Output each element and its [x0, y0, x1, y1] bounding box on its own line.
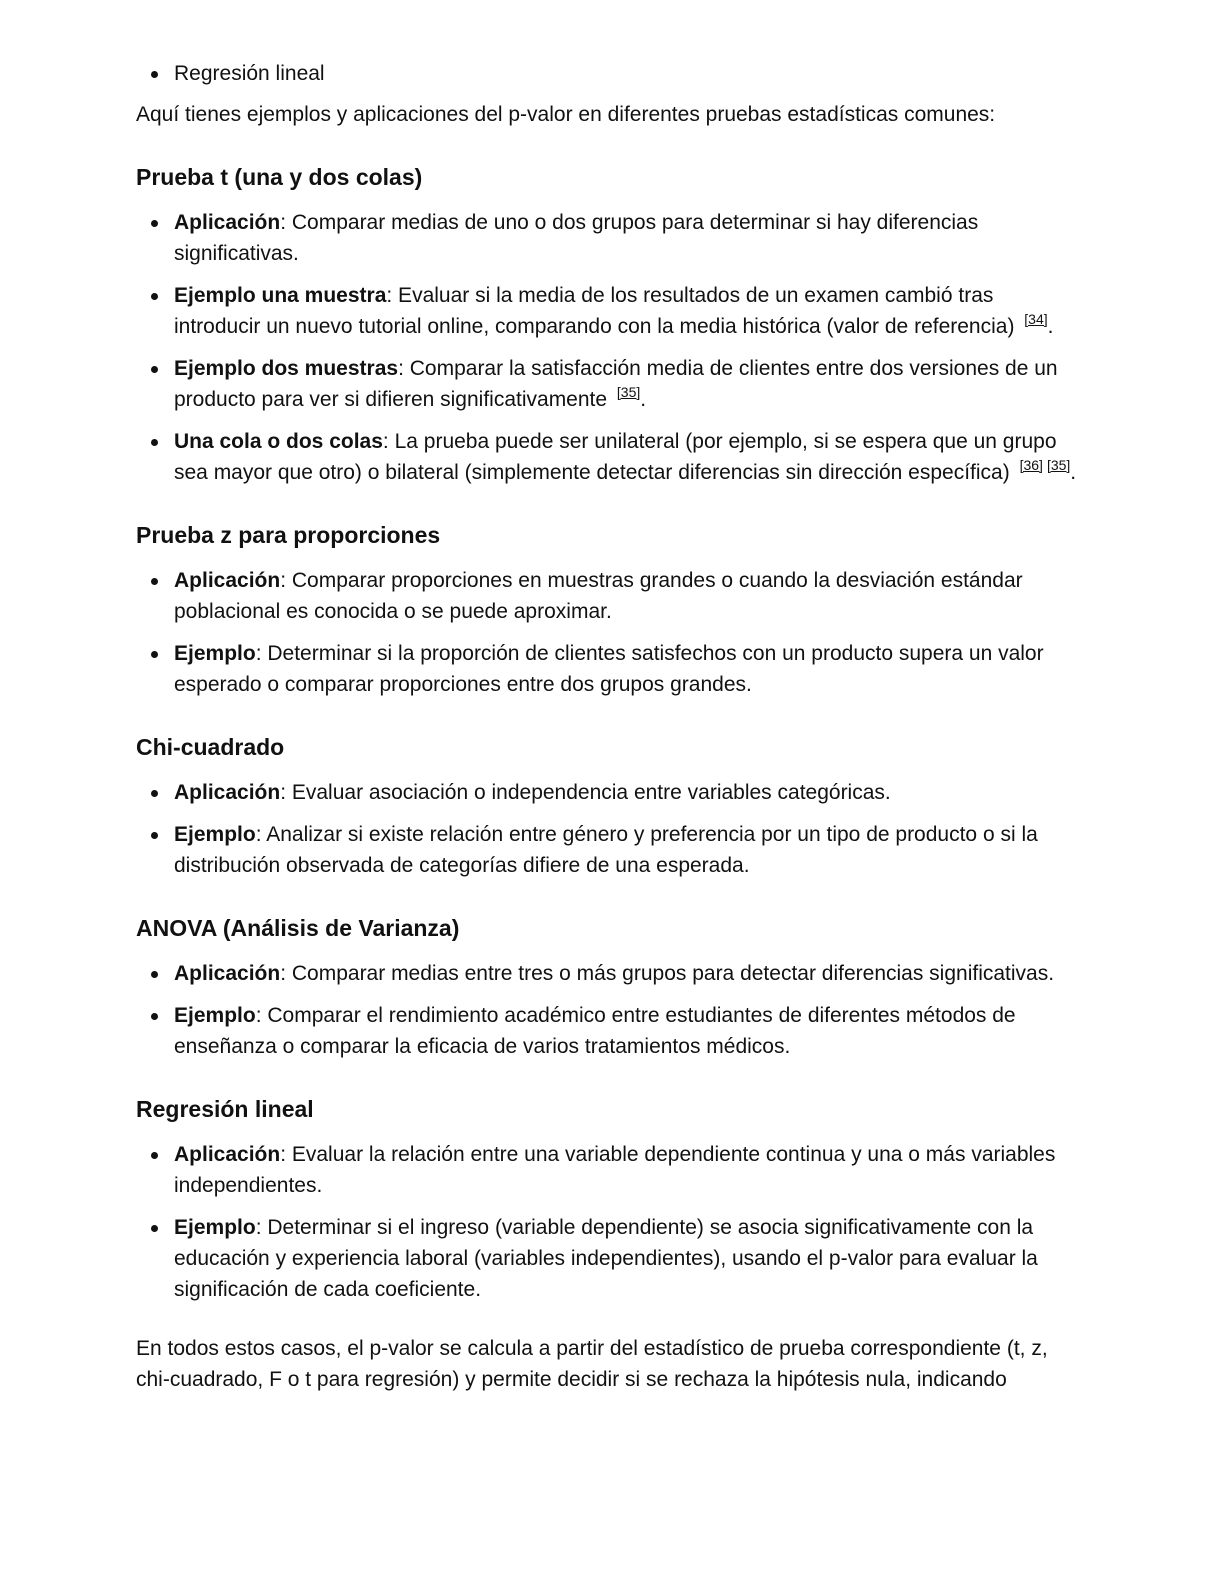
item-label: Aplicación	[174, 211, 281, 234]
citation-link[interactable]: [35]	[1046, 457, 1071, 473]
list-item	[136, 819, 1080, 881]
item-text: : Determinar si el ingreso (variable dependiente) se asocia significativamente con la educación y experiencia laboral (variables independientes), usando el p-valor para evaluar la significación de cada coeficiente.	[174, 1216, 1038, 1301]
closing-paragraph: En todos estos casos, el p-valor se calcula a partir del estadístico de prueba correspondiente (t, z, chi-cuadrado, F o t para regresión) y permite decidir si se rechaza la hipótesis nula, indicando	[136, 1337, 1048, 1391]
list-item	[136, 958, 1080, 989]
item-text: : La prueba puede ser unilateral (por ejemplo, si se espera que un grupo sea mayor que otro) o bilateral (simplemente detectar diferencias sin dirección específica)	[174, 430, 1057, 484]
list-item	[136, 638, 1080, 700]
item-label: Ejemplo	[174, 1004, 256, 1027]
item-label: Ejemplo	[174, 823, 256, 846]
list-item	[136, 777, 1080, 808]
item-text: : Comparar proporciones en muestras grandes o cuando la desviación estándar poblacional es conocida o se puede aproximar.	[174, 569, 1023, 623]
intro-paragraph: Aquí tienes ejemplos y aplicaciones del p-valor en diferentes pruebas estadísticas comunes:	[136, 103, 996, 126]
item-text: : Determinar si la proporción de clientes satisfechos con un producto supera un valor esperado o comparar proporciones entre dos grupos grandes.	[174, 642, 1044, 696]
list-item: Regresión lineal	[136, 58, 1080, 89]
item-text: : Evaluar si la media de los resultados de un examen cambió tras introducir un nuevo tutorial online, comparando con la media histórica (valor de referencia)	[174, 284, 1015, 338]
item-text: : Evaluar asociación o independencia entre variables categóricas.	[280, 781, 891, 804]
section-prueba-t	[136, 162, 1080, 488]
item-label: Ejemplo dos muestras	[174, 357, 399, 380]
section-chi-cuadrado	[136, 732, 1080, 881]
list-item: Ejemplo dos muestras: Comparar la satisfacción media de clientes entre dos versiones de un producto para ver si difieren significativamente [35].	[136, 353, 1080, 415]
list-item	[136, 207, 1080, 269]
section-heading: Chi-cuadrado	[136, 734, 285, 760]
item-text: : Comparar medias entre tres o más grupos para detectar diferencias significativas.	[280, 962, 1055, 985]
item-label: Ejemplo una muestra	[174, 284, 387, 307]
bullet-list	[136, 1139, 1080, 1305]
item-text: : Comparar el rendimiento académico entre estudiantes de diferentes métodos de enseñanza o comparar la eficacia de varios tratamientos médicos.	[174, 1004, 1016, 1058]
item-label: Aplicación	[174, 1143, 281, 1166]
item-label: Ejemplo	[174, 1216, 256, 1239]
document-page	[136, 58, 1080, 1395]
section-heading: Regresión lineal	[136, 1096, 314, 1122]
item-label: Aplicación	[174, 962, 281, 985]
item-label: Ejemplo	[174, 642, 256, 665]
list-item	[136, 1212, 1080, 1305]
section-heading: Prueba z para proporciones	[136, 522, 441, 548]
list-item	[136, 1139, 1080, 1201]
item-label: Aplicación	[174, 569, 281, 592]
list-item	[136, 565, 1080, 627]
section-regresion-lineal	[136, 1094, 1080, 1305]
bullet-list	[136, 565, 1080, 700]
list-item: Ejemplo una muestra: Evaluar si la media de los resultados de un examen cambió tras introducir un nuevo tutorial online, comparando con la media histórica (valor de referencia) [34].	[136, 280, 1080, 342]
list-item	[136, 1000, 1080, 1062]
item-text: : Evaluar la relación entre una variable dependiente continua y una o más variables independientes.	[174, 1143, 1056, 1197]
item-label: Una cola o dos colas	[174, 430, 383, 453]
citation-link[interactable]: [36]	[1019, 457, 1043, 473]
bullet-list	[136, 958, 1080, 1062]
previous-list	[136, 58, 1080, 89]
section-heading: ANOVA (Análisis de Varianza)	[136, 915, 460, 941]
citation-link[interactable]: [34]	[1024, 311, 1048, 327]
bullet-list	[136, 777, 1080, 881]
section-anova	[136, 913, 1080, 1062]
section-heading: Prueba t (una y dos colas)	[136, 164, 423, 190]
section-prueba-z	[136, 520, 1080, 700]
item-label: Aplicación	[174, 781, 281, 804]
list-item: Una cola o dos colas: La prueba puede ser unilateral (por ejemplo, si se espera que un grupo sea mayor que otro) o bilateral (simplemente detectar diferencias sin dirección específica) [36] [35].	[136, 426, 1080, 488]
item-text: : Comparar medias de uno o dos grupos para determinar si hay diferencias significativas.	[174, 211, 979, 265]
item-text: : Comparar la satisfacción media de clientes entre dos versiones de un producto para ver si difieren significativamente	[174, 357, 1058, 411]
item-text: : Analizar si existe relación entre género y preferencia por un tipo de producto o si la distribución observada de categorías difiere de una esperada.	[174, 823, 1038, 877]
citation-link[interactable]: [35]	[616, 384, 641, 400]
bullet-list	[136, 207, 1080, 488]
